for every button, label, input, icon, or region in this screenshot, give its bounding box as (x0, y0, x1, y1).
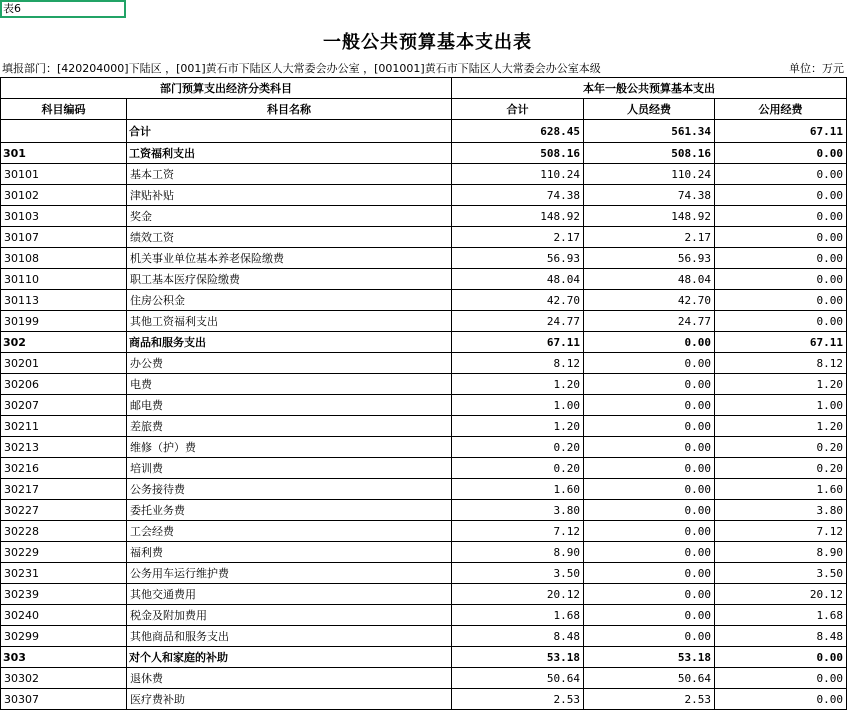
cell-code[interactable]: 30216 (1, 458, 127, 479)
cell-code[interactable]: 30113 (1, 290, 127, 311)
cell-name[interactable]: 福利费 (127, 542, 452, 563)
cell-code[interactable]: 30231 (1, 563, 127, 584)
cell-public[interactable]: 1.20 (715, 416, 847, 437)
table-row (1, 647, 847, 668)
cell-personnel[interactable]: 74.38 (584, 185, 715, 206)
cell-public[interactable]: 0.00 (715, 227, 847, 248)
cell-public[interactable]: 0.00 (715, 206, 847, 227)
cell-code[interactable]: 30206 (1, 374, 127, 395)
table-row (1, 605, 847, 626)
cell-public[interactable]: 8.90 (715, 542, 847, 563)
cell-personnel[interactable]: 53.18 (584, 647, 715, 668)
table-row (1, 332, 847, 353)
cell-personnel[interactable]: 2.17 (584, 227, 715, 248)
cell-personnel[interactable]: 148.92 (584, 206, 715, 227)
col-header-code: 科目编码 (1, 99, 127, 120)
cell-public[interactable]: 8.12 (715, 353, 847, 374)
cell-name[interactable]: 医疗费补助 (127, 689, 452, 710)
cell-public[interactable]: 7.12 (715, 521, 847, 542)
cell-name[interactable]: 商品和服务支出 (127, 332, 452, 353)
cell-total[interactable]: 48.04 (452, 269, 584, 290)
cell-code[interactable]: 30228 (1, 521, 127, 542)
cell-public[interactable]: 67.11 (715, 332, 847, 353)
cell-total[interactable]: 110.24 (452, 164, 584, 185)
cell-personnel[interactable]: 0.00 (584, 353, 715, 374)
table-row (1, 290, 847, 311)
cell-code[interactable]: 30227 (1, 500, 127, 521)
table-row (1, 206, 847, 227)
cell-total[interactable]: 0.20 (452, 458, 584, 479)
cell-total[interactable]: 50.64 (452, 668, 584, 689)
cell-public[interactable]: 3.50 (715, 563, 847, 584)
cell-code[interactable]: 30201 (1, 353, 127, 374)
cell-personnel[interactable]: 0.00 (584, 416, 715, 437)
group-header-left: 部门预算支出经济分类科目 (1, 78, 452, 99)
cell-personnel[interactable]: 2.53 (584, 689, 715, 710)
table-row (1, 563, 847, 584)
cell-public[interactable]: 3.80 (715, 500, 847, 521)
cell-name[interactable]: 合计 (127, 120, 452, 143)
cell-name[interactable]: 邮电费 (127, 395, 452, 416)
cell-public[interactable]: 67.11 (715, 120, 847, 143)
table-row (1, 120, 847, 143)
cell-personnel[interactable]: 0.00 (584, 374, 715, 395)
table-row (1, 353, 847, 374)
table-row (1, 311, 847, 332)
cell-public[interactable]: 1.60 (715, 479, 847, 500)
table-row (1, 458, 847, 479)
cell-personnel[interactable]: 110.24 (584, 164, 715, 185)
cell-personnel[interactable]: 0.00 (584, 458, 715, 479)
budget-table (0, 77, 847, 710)
table-row (1, 479, 847, 500)
cell-total[interactable]: 0.20 (452, 437, 584, 458)
cell-code[interactable]: 30217 (1, 479, 127, 500)
table-row (1, 248, 847, 269)
cell-personnel[interactable]: 508.16 (584, 143, 715, 164)
cell-total[interactable]: 1.20 (452, 416, 584, 437)
cell-total[interactable]: 56.93 (452, 248, 584, 269)
cell-name[interactable]: 培训费 (127, 458, 452, 479)
cell-personnel[interactable]: 0.00 (584, 542, 715, 563)
cell-name[interactable]: 其他商品和服务支出 (127, 626, 452, 647)
cell-personnel[interactable]: 48.04 (584, 269, 715, 290)
group-header-right: 本年一般公共预算基本支出 (452, 78, 847, 99)
cell-total[interactable]: 8.12 (452, 353, 584, 374)
cell-total[interactable]: 8.48 (452, 626, 584, 647)
cell-public[interactable]: 1.68 (715, 605, 847, 626)
table-row (1, 500, 847, 521)
cell-personnel[interactable]: 0.00 (584, 605, 715, 626)
cell-personnel[interactable]: 42.70 (584, 290, 715, 311)
table-row (1, 143, 847, 164)
cell-personnel[interactable]: 0.00 (584, 521, 715, 542)
table-row (1, 374, 847, 395)
col-header-total: 合计 (452, 99, 584, 120)
table-row (1, 185, 847, 206)
cell-total[interactable]: 3.80 (452, 500, 584, 521)
cell-public[interactable]: 8.48 (715, 626, 847, 647)
cell-code[interactable]: 30102 (1, 185, 127, 206)
table-row (1, 164, 847, 185)
cell-personnel[interactable]: 0.00 (584, 332, 715, 353)
table-row (1, 542, 847, 563)
cell-code[interactable]: 30239 (1, 584, 127, 605)
cell-personnel[interactable]: 0.00 (584, 626, 715, 647)
dept-value: [420204000]下陆区 ，[001]黄石市下陆区人大常委会办公室 ，[001001]黄石市下陆区人大常委会办公室本级 (57, 62, 601, 75)
cell-code[interactable]: 303 (1, 647, 127, 668)
cell-name[interactable]: 电费 (127, 374, 452, 395)
cell-name[interactable]: 工会经费 (127, 521, 452, 542)
col-header-personnel: 人员经费 (584, 99, 715, 120)
cell-code[interactable]: 30107 (1, 227, 127, 248)
cell-code[interactable]: 30199 (1, 311, 127, 332)
cell-code[interactable] (1, 120, 127, 143)
cell-code[interactable]: 30307 (1, 689, 127, 710)
page-title: 一般公共预算基本支出表 (323, 32, 532, 53)
table-row (1, 626, 847, 647)
cell-personnel[interactable]: 24.77 (584, 311, 715, 332)
cell-name[interactable]: 对个人和家庭的补助 (127, 647, 452, 668)
col-header-name: 科目名称 (127, 99, 452, 120)
cell-total[interactable]: 2.53 (452, 689, 584, 710)
cell-total[interactable]: 1.68 (452, 605, 584, 626)
cell-personnel[interactable]: 50.64 (584, 668, 715, 689)
cell-public[interactable]: 0.20 (715, 437, 847, 458)
cell-code[interactable]: 30240 (1, 605, 127, 626)
cell-personnel[interactable]: 0.00 (584, 437, 715, 458)
cell-total[interactable]: 148.92 (452, 206, 584, 227)
cell-name[interactable]: 办公费 (127, 353, 452, 374)
selected-cell[interactable]: 表6 (0, 0, 126, 18)
cell-public[interactable]: 0.00 (715, 164, 847, 185)
cell-public[interactable]: 0.00 (715, 647, 847, 668)
cell-public[interactable]: 0.00 (715, 143, 847, 164)
cell-public[interactable]: 20.12 (715, 584, 847, 605)
cell-name[interactable]: 其他工资福利支出 (127, 311, 452, 332)
cell-public[interactable]: 0.00 (715, 668, 847, 689)
cell-total[interactable]: 74.38 (452, 185, 584, 206)
cell-personnel[interactable]: 561.34 (584, 120, 715, 143)
cell-name[interactable]: 工资福利支出 (127, 143, 452, 164)
cell-code[interactable]: 301 (1, 143, 127, 164)
table-row (1, 437, 847, 458)
cell-code[interactable]: 30213 (1, 437, 127, 458)
cell-code[interactable]: 30110 (1, 269, 127, 290)
cell-personnel[interactable]: 0.00 (584, 395, 715, 416)
cell-name[interactable]: 税金及附加费用 (127, 605, 452, 626)
cell-personnel[interactable]: 0.00 (584, 479, 715, 500)
cell-name[interactable]: 机关事业单位基本养老保险缴费 (127, 248, 452, 269)
dept-label: 填报部门： (2, 62, 57, 75)
cell-public[interactable]: 0.00 (715, 248, 847, 269)
cell-name[interactable]: 公务接待费 (127, 479, 452, 500)
cell-public[interactable]: 0.00 (715, 269, 847, 290)
cell-name[interactable]: 公务用车运行维护费 (127, 563, 452, 584)
cell-total[interactable]: 42.70 (452, 290, 584, 311)
cell-code[interactable]: 30108 (1, 248, 127, 269)
cell-name[interactable]: 维修（护）费 (127, 437, 452, 458)
cell-code[interactable]: 30211 (1, 416, 127, 437)
cell-code[interactable]: 30101 (1, 164, 127, 185)
table-row (1, 689, 847, 710)
cell-public[interactable]: 1.20 (715, 374, 847, 395)
unit-label: 单位：万元 (789, 62, 844, 75)
cell-personnel[interactable]: 0.00 (584, 563, 715, 584)
table-row (1, 269, 847, 290)
cell-total[interactable]: 1.60 (452, 479, 584, 500)
cell-name[interactable]: 基本工资 (127, 164, 452, 185)
cell-code[interactable]: 30302 (1, 668, 127, 689)
table-row (1, 227, 847, 248)
cell-name[interactable]: 其他交通费用 (127, 584, 452, 605)
cell-total[interactable]: 8.90 (452, 542, 584, 563)
cell-public[interactable]: 0.00 (715, 311, 847, 332)
cell-public[interactable]: 0.00 (715, 290, 847, 311)
cell-name[interactable]: 职工基本医疗保险缴费 (127, 269, 452, 290)
cell-total[interactable]: 7.12 (452, 521, 584, 542)
col-header-public: 公用经费 (715, 99, 847, 120)
cell-name[interactable]: 委托业务费 (127, 500, 452, 521)
cell-name[interactable]: 住房公积金 (127, 290, 452, 311)
cell-name[interactable]: 差旅费 (127, 416, 452, 437)
cell-code[interactable]: 30299 (1, 626, 127, 647)
cell-public[interactable]: 0.00 (715, 689, 847, 710)
cell-code[interactable]: 30103 (1, 206, 127, 227)
cell-code[interactable]: 30229 (1, 542, 127, 563)
cell-total[interactable]: 508.16 (452, 143, 584, 164)
cell-name[interactable]: 津贴补贴 (127, 185, 452, 206)
cell-code[interactable]: 302 (1, 332, 127, 353)
cell-personnel[interactable]: 56.93 (584, 248, 715, 269)
cell-total[interactable]: 24.77 (452, 311, 584, 332)
cell-name[interactable]: 奖金 (127, 206, 452, 227)
cell-name[interactable]: 退休费 (127, 668, 452, 689)
cell-public[interactable]: 0.00 (715, 185, 847, 206)
cell-name[interactable]: 绩效工资 (127, 227, 452, 248)
report-meta (2, 60, 852, 76)
cell-total[interactable]: 1.20 (452, 374, 584, 395)
table-body (1, 120, 847, 710)
cell-total[interactable]: 67.11 (452, 332, 584, 353)
cell-total[interactable]: 3.50 (452, 563, 584, 584)
cell-total[interactable]: 1.00 (452, 395, 584, 416)
cell-personnel[interactable]: 0.00 (584, 500, 715, 521)
cell-personnel[interactable]: 0.00 (584, 584, 715, 605)
cell-code[interactable]: 30207 (1, 395, 127, 416)
cell-public[interactable]: 0.20 (715, 458, 847, 479)
cell-total[interactable]: 53.18 (452, 647, 584, 668)
cell-total[interactable]: 20.12 (452, 584, 584, 605)
cell-total[interactable]: 628.45 (452, 120, 584, 143)
table-row (1, 395, 847, 416)
cell-total[interactable]: 2.17 (452, 227, 584, 248)
table-row (1, 416, 847, 437)
table-row (1, 584, 847, 605)
table-row (1, 668, 847, 689)
cell-public[interactable]: 1.00 (715, 395, 847, 416)
table-row (1, 521, 847, 542)
